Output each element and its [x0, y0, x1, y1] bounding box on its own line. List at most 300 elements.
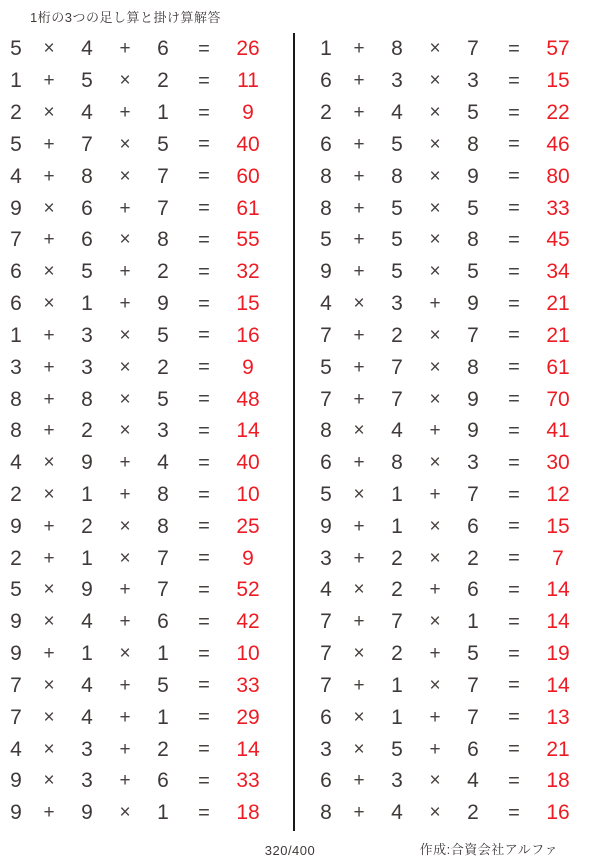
equals-sign: =: [508, 610, 520, 633]
operator-1: +: [43, 643, 55, 665]
operator-1: +: [43, 547, 55, 569]
operand-1: 6: [10, 292, 22, 316]
operator-1: ×: [353, 738, 365, 760]
equals-sign: =: [198, 674, 210, 697]
answer-value: 13: [546, 705, 570, 729]
operand-3: 5: [157, 673, 169, 697]
operand-3: 6: [467, 737, 479, 761]
answer-value: 19: [546, 642, 570, 666]
equation-row: [2, 542, 282, 574]
equals-sign: =: [198, 769, 210, 792]
operator-1: +: [43, 388, 55, 410]
operand-2: 7: [391, 387, 403, 411]
operand-1: 7: [10, 673, 22, 697]
answer-value: 12: [546, 483, 570, 506]
equals-sign: =: [508, 69, 520, 92]
page-title: 1桁の3つの足し算と掛け算解答: [30, 10, 221, 25]
answer-value: 45: [546, 228, 570, 252]
answer-value: 15: [236, 292, 260, 316]
equation-row: [312, 128, 592, 160]
equals-sign: =: [508, 769, 520, 792]
operand-2: 1: [391, 673, 403, 697]
operator-2: ×: [119, 420, 131, 442]
operator-2: ×: [429, 324, 441, 346]
operand-1: 3: [10, 355, 22, 379]
answer-value: 10: [236, 642, 260, 666]
equals-sign: =: [198, 101, 210, 124]
operator-2: +: [429, 706, 441, 728]
equals-sign: =: [198, 483, 210, 506]
operator-1: ×: [43, 102, 55, 124]
operand-3: 5: [157, 387, 169, 411]
equals-sign: =: [508, 451, 520, 474]
operator-2: +: [119, 102, 131, 124]
operator-2: +: [119, 38, 131, 60]
equals-sign: =: [198, 165, 210, 188]
equals-sign: =: [508, 101, 520, 124]
operand-2: 8: [81, 387, 93, 411]
operand-2: 3: [391, 69, 403, 93]
answer-value: 52: [236, 578, 260, 602]
operator-2: ×: [429, 165, 441, 187]
operand-2: 1: [81, 642, 93, 666]
equals-sign: =: [508, 547, 520, 570]
operator-2: ×: [429, 133, 441, 155]
equation-row: [2, 192, 282, 224]
operator-1: ×: [43, 770, 55, 792]
operand-3: 3: [467, 451, 479, 475]
operand-2: 3: [391, 292, 403, 316]
operand-3: 1: [157, 801, 169, 825]
operator-1: +: [353, 133, 365, 155]
answer-value: 9: [242, 355, 254, 379]
operand-1: 2: [10, 546, 22, 570]
equation-row: [2, 574, 282, 606]
operand-2: 5: [391, 260, 403, 284]
operand-2: 5: [81, 69, 93, 93]
operator-2: ×: [119, 324, 131, 346]
equation-row: [312, 733, 592, 765]
operand-1: 3: [320, 737, 332, 761]
equals-sign: =: [198, 356, 210, 379]
operator-2: +: [119, 452, 131, 474]
operand-1: 5: [10, 578, 22, 602]
operand-1: 9: [320, 514, 332, 538]
operator-2: +: [429, 293, 441, 315]
equation-row: [2, 670, 282, 702]
equals-sign: =: [198, 388, 210, 411]
operator-2: ×: [119, 515, 131, 537]
operand-2: 5: [391, 228, 403, 252]
equation-row: [2, 288, 282, 320]
equals-sign: =: [198, 69, 210, 92]
operand-1: 9: [10, 801, 22, 825]
operator-2: ×: [429, 388, 441, 410]
operator-1: ×: [43, 452, 55, 474]
answer-value: 21: [546, 737, 570, 761]
operand-1: 6: [320, 705, 332, 729]
operand-1: 5: [320, 483, 332, 506]
answer-value: 14: [236, 419, 260, 443]
operand-3: 7: [157, 196, 169, 220]
operator-1: +: [43, 70, 55, 92]
operand-3: 9: [467, 419, 479, 443]
equals-sign: =: [198, 547, 210, 570]
operand-3: 7: [157, 164, 169, 188]
operand-1: 8: [320, 164, 332, 188]
operator-1: ×: [43, 579, 55, 601]
operand-1: 1: [10, 323, 22, 347]
equals-sign: =: [508, 292, 520, 315]
equals-sign: =: [198, 578, 210, 601]
equals-sign: =: [508, 706, 520, 729]
operand-1: 7: [10, 705, 22, 729]
equals-sign: =: [508, 228, 520, 251]
operand-2: 9: [81, 801, 93, 825]
answer-value: 33: [546, 196, 570, 220]
equation-row: [312, 383, 592, 415]
operator-1: +: [353, 70, 365, 92]
answer-value: 18: [236, 801, 260, 825]
operator-2: ×: [429, 229, 441, 251]
operand-2: 3: [81, 737, 93, 761]
operand-2: 3: [81, 323, 93, 347]
operator-1: +: [353, 452, 365, 474]
operator-1: +: [43, 324, 55, 346]
operator-2: ×: [119, 547, 131, 569]
operand-2: 8: [391, 37, 403, 61]
operand-2: 4: [81, 101, 93, 125]
answer-value: 10: [236, 483, 260, 506]
operand-2: 1: [391, 514, 403, 538]
operand-3: 9: [467, 387, 479, 411]
operand-3: 5: [467, 101, 479, 125]
operator-1: +: [43, 165, 55, 187]
answer-value: 14: [546, 610, 570, 634]
operand-1: 9: [10, 196, 22, 220]
answer-value: 33: [236, 673, 260, 697]
operator-2: +: [429, 420, 441, 442]
equation-row: [312, 510, 592, 542]
operand-3: 7: [467, 705, 479, 729]
operand-2: 1: [81, 483, 93, 506]
operand-1: 4: [10, 451, 22, 475]
equation-row: [2, 351, 282, 383]
equals-sign: =: [198, 706, 210, 729]
operand-2: 4: [391, 801, 403, 825]
operand-3: 5: [467, 196, 479, 220]
operand-1: 8: [10, 419, 22, 443]
operand-1: 5: [320, 355, 332, 379]
operand-2: 5: [391, 132, 403, 156]
equals-sign: =: [508, 133, 520, 156]
operator-2: ×: [429, 770, 441, 792]
answer-value: 41: [546, 419, 570, 443]
operand-2: 4: [81, 673, 93, 697]
operator-1: +: [43, 133, 55, 155]
equals-sign: =: [198, 37, 210, 60]
operand-3: 7: [467, 37, 479, 61]
operator-2: +: [429, 643, 441, 665]
operand-2: 7: [81, 132, 93, 156]
operand-2: 7: [391, 355, 403, 379]
operand-1: 2: [10, 101, 22, 125]
operand-2: 9: [81, 451, 93, 475]
equals-sign: =: [508, 388, 520, 411]
operand-1: 4: [320, 292, 332, 316]
answer-value: 14: [546, 578, 570, 602]
equals-sign: =: [508, 37, 520, 60]
operand-3: 5: [467, 260, 479, 284]
operand-3: 8: [467, 355, 479, 379]
operand-1: 3: [320, 546, 332, 570]
operator-1: ×: [43, 261, 55, 283]
operand-3: 1: [157, 642, 169, 666]
equation-row: [312, 479, 592, 511]
operand-3: 8: [157, 483, 169, 506]
operator-2: +: [119, 579, 131, 601]
equation-row: [312, 288, 592, 320]
operand-2: 2: [391, 546, 403, 570]
operand-3: 3: [467, 69, 479, 93]
operator-1: +: [353, 547, 365, 569]
operator-2: ×: [429, 547, 441, 569]
operator-2: +: [429, 484, 441, 505]
operator-1: +: [43, 356, 55, 378]
equals-sign: =: [508, 324, 520, 347]
operand-1: 7: [320, 610, 332, 634]
operator-2: ×: [119, 388, 131, 410]
operand-3: 8: [157, 514, 169, 538]
equals-sign: =: [198, 133, 210, 156]
operand-3: 7: [467, 673, 479, 697]
operand-2: 5: [81, 260, 93, 284]
operand-3: 9: [467, 292, 479, 316]
answer-value: 40: [236, 132, 260, 156]
equals-sign: =: [198, 610, 210, 633]
operator-1: +: [43, 420, 55, 442]
operand-3: 9: [467, 164, 479, 188]
equals-sign: =: [198, 324, 210, 347]
operand-3: 6: [467, 514, 479, 538]
answer-value: 57: [546, 37, 570, 61]
equation-row: [312, 447, 592, 479]
operator-2: ×: [429, 356, 441, 378]
operator-2: ×: [119, 356, 131, 378]
operand-1: 8: [10, 387, 22, 411]
operand-2: 1: [81, 292, 93, 316]
operand-1: 8: [320, 419, 332, 443]
operand-3: 6: [157, 769, 169, 793]
answer-value: 80: [546, 164, 570, 188]
operator-2: ×: [429, 70, 441, 92]
answer-value: 11: [237, 69, 259, 93]
operand-1: 1: [320, 37, 332, 61]
operand-3: 7: [467, 323, 479, 347]
equation-row: [2, 479, 282, 511]
operand-1: 6: [320, 769, 332, 793]
operand-3: 2: [157, 260, 169, 284]
answer-value: 25: [236, 514, 260, 538]
answer-value: 21: [546, 292, 570, 316]
equation-row: [312, 765, 592, 797]
operand-3: 5: [157, 132, 169, 156]
operand-1: 2: [320, 101, 332, 125]
operator-1: +: [43, 515, 55, 537]
equation-row: [312, 351, 592, 383]
operator-2: +: [119, 261, 131, 283]
answer-value: 29: [236, 705, 260, 729]
operand-1: 7: [320, 642, 332, 666]
equation-row: [312, 192, 592, 224]
operator-1: ×: [353, 420, 365, 442]
operator-1: +: [353, 674, 365, 696]
equals-sign: =: [198, 419, 210, 442]
operator-2: +: [429, 579, 441, 601]
operand-2: 6: [81, 196, 93, 220]
operand-3: 8: [157, 228, 169, 252]
operator-2: ×: [429, 452, 441, 474]
operand-1: 8: [320, 801, 332, 825]
operator-2: +: [119, 611, 131, 633]
credit-text: 作成:合資会社アルファ: [419, 842, 558, 857]
operand-1: 7: [10, 228, 22, 252]
equation-row: [312, 797, 592, 829]
equals-sign: =: [198, 801, 210, 824]
equation-row: [2, 701, 282, 733]
operator-2: ×: [429, 261, 441, 283]
equation-row: [312, 160, 592, 192]
operator-1: ×: [43, 197, 55, 219]
operator-1: +: [353, 229, 365, 251]
operator-1: +: [43, 229, 55, 251]
operand-3: 3: [157, 419, 169, 443]
operand-2: 7: [391, 610, 403, 634]
equation-row: [312, 574, 592, 606]
equation-row: [312, 701, 592, 733]
operator-2: ×: [429, 197, 441, 219]
answer-value: 32: [236, 260, 260, 284]
answer-value: 9: [242, 101, 254, 125]
equation-row: [2, 33, 282, 65]
operand-2: 1: [391, 705, 403, 729]
answer-value: 33: [236, 769, 260, 793]
operator-2: ×: [119, 165, 131, 187]
operator-1: ×: [353, 643, 365, 665]
equals-sign: =: [198, 292, 210, 315]
answer-value: 18: [546, 769, 570, 793]
equals-sign: =: [198, 515, 210, 538]
operand-1: 9: [10, 642, 22, 666]
equals-sign: =: [508, 197, 520, 220]
operator-2: +: [119, 674, 131, 696]
equation-row: [2, 638, 282, 670]
operand-1: 7: [320, 387, 332, 411]
equals-sign: =: [198, 642, 210, 665]
operator-2: ×: [429, 38, 441, 60]
operand-2: 1: [391, 483, 403, 506]
equation-row: [2, 65, 282, 97]
equals-sign: =: [508, 578, 520, 601]
operator-2: ×: [429, 674, 441, 696]
operand-3: 2: [467, 546, 479, 570]
equation-row: [2, 256, 282, 288]
answer-value: 48: [236, 387, 260, 411]
operator-2: +: [119, 706, 131, 728]
equals-sign: =: [198, 197, 210, 220]
operand-3: 8: [467, 132, 479, 156]
answer-value: 22: [546, 101, 570, 125]
operator-1: ×: [43, 674, 55, 696]
answer-value: 30: [546, 451, 570, 475]
operand-1: 6: [320, 132, 332, 156]
equals-sign: =: [198, 260, 210, 283]
operand-3: 8: [467, 228, 479, 252]
equation-row: [312, 606, 592, 638]
operator-1: ×: [43, 293, 55, 315]
equation-row: [2, 160, 282, 192]
answer-value: 61: [236, 196, 260, 220]
operator-1: +: [353, 802, 365, 824]
equals-sign: =: [508, 738, 520, 761]
operand-2: 1: [81, 546, 93, 570]
operator-2: ×: [119, 70, 131, 92]
operand-3: 2: [157, 69, 169, 93]
operator-1: ×: [353, 579, 365, 601]
operand-3: 7: [157, 546, 169, 570]
operator-2: +: [119, 770, 131, 792]
operand-1: 9: [10, 610, 22, 634]
operator-1: +: [353, 770, 365, 792]
operator-1: +: [353, 515, 365, 537]
operand-2: 5: [391, 196, 403, 220]
equals-sign: =: [198, 451, 210, 474]
equals-sign: =: [508, 483, 520, 506]
operand-3: 2: [157, 355, 169, 379]
operand-1: 4: [10, 737, 22, 761]
answer-value: 40: [236, 451, 260, 475]
operator-2: +: [119, 484, 131, 505]
answer-value: 60: [236, 164, 260, 188]
equals-sign: =: [508, 674, 520, 697]
operand-2: 6: [81, 228, 93, 252]
operator-1: +: [353, 324, 365, 346]
operand-1: 1: [10, 69, 22, 93]
operand-2: 4: [81, 610, 93, 634]
operator-2: ×: [119, 802, 131, 824]
operand-1: 9: [10, 769, 22, 793]
operand-2: 2: [81, 419, 93, 443]
operand-3: 6: [157, 37, 169, 61]
answer-value: 16: [546, 801, 570, 825]
operator-2: ×: [119, 229, 131, 251]
answer-value: 15: [546, 69, 570, 93]
equation-row: [2, 415, 282, 447]
page-indicator: 320/400: [264, 843, 316, 858]
operator-2: +: [119, 738, 131, 760]
answer-value: 46: [546, 132, 570, 156]
equals-sign: =: [508, 515, 520, 538]
equals-sign: =: [198, 228, 210, 251]
answer-value: 21: [546, 323, 570, 347]
operand-2: 4: [81, 37, 93, 61]
answer-value: 16: [236, 323, 260, 347]
answer-value: 14: [236, 737, 260, 761]
operand-2: 3: [391, 769, 403, 793]
equals-sign: =: [508, 356, 520, 379]
equation-row: [312, 65, 592, 97]
operator-1: ×: [353, 484, 365, 505]
